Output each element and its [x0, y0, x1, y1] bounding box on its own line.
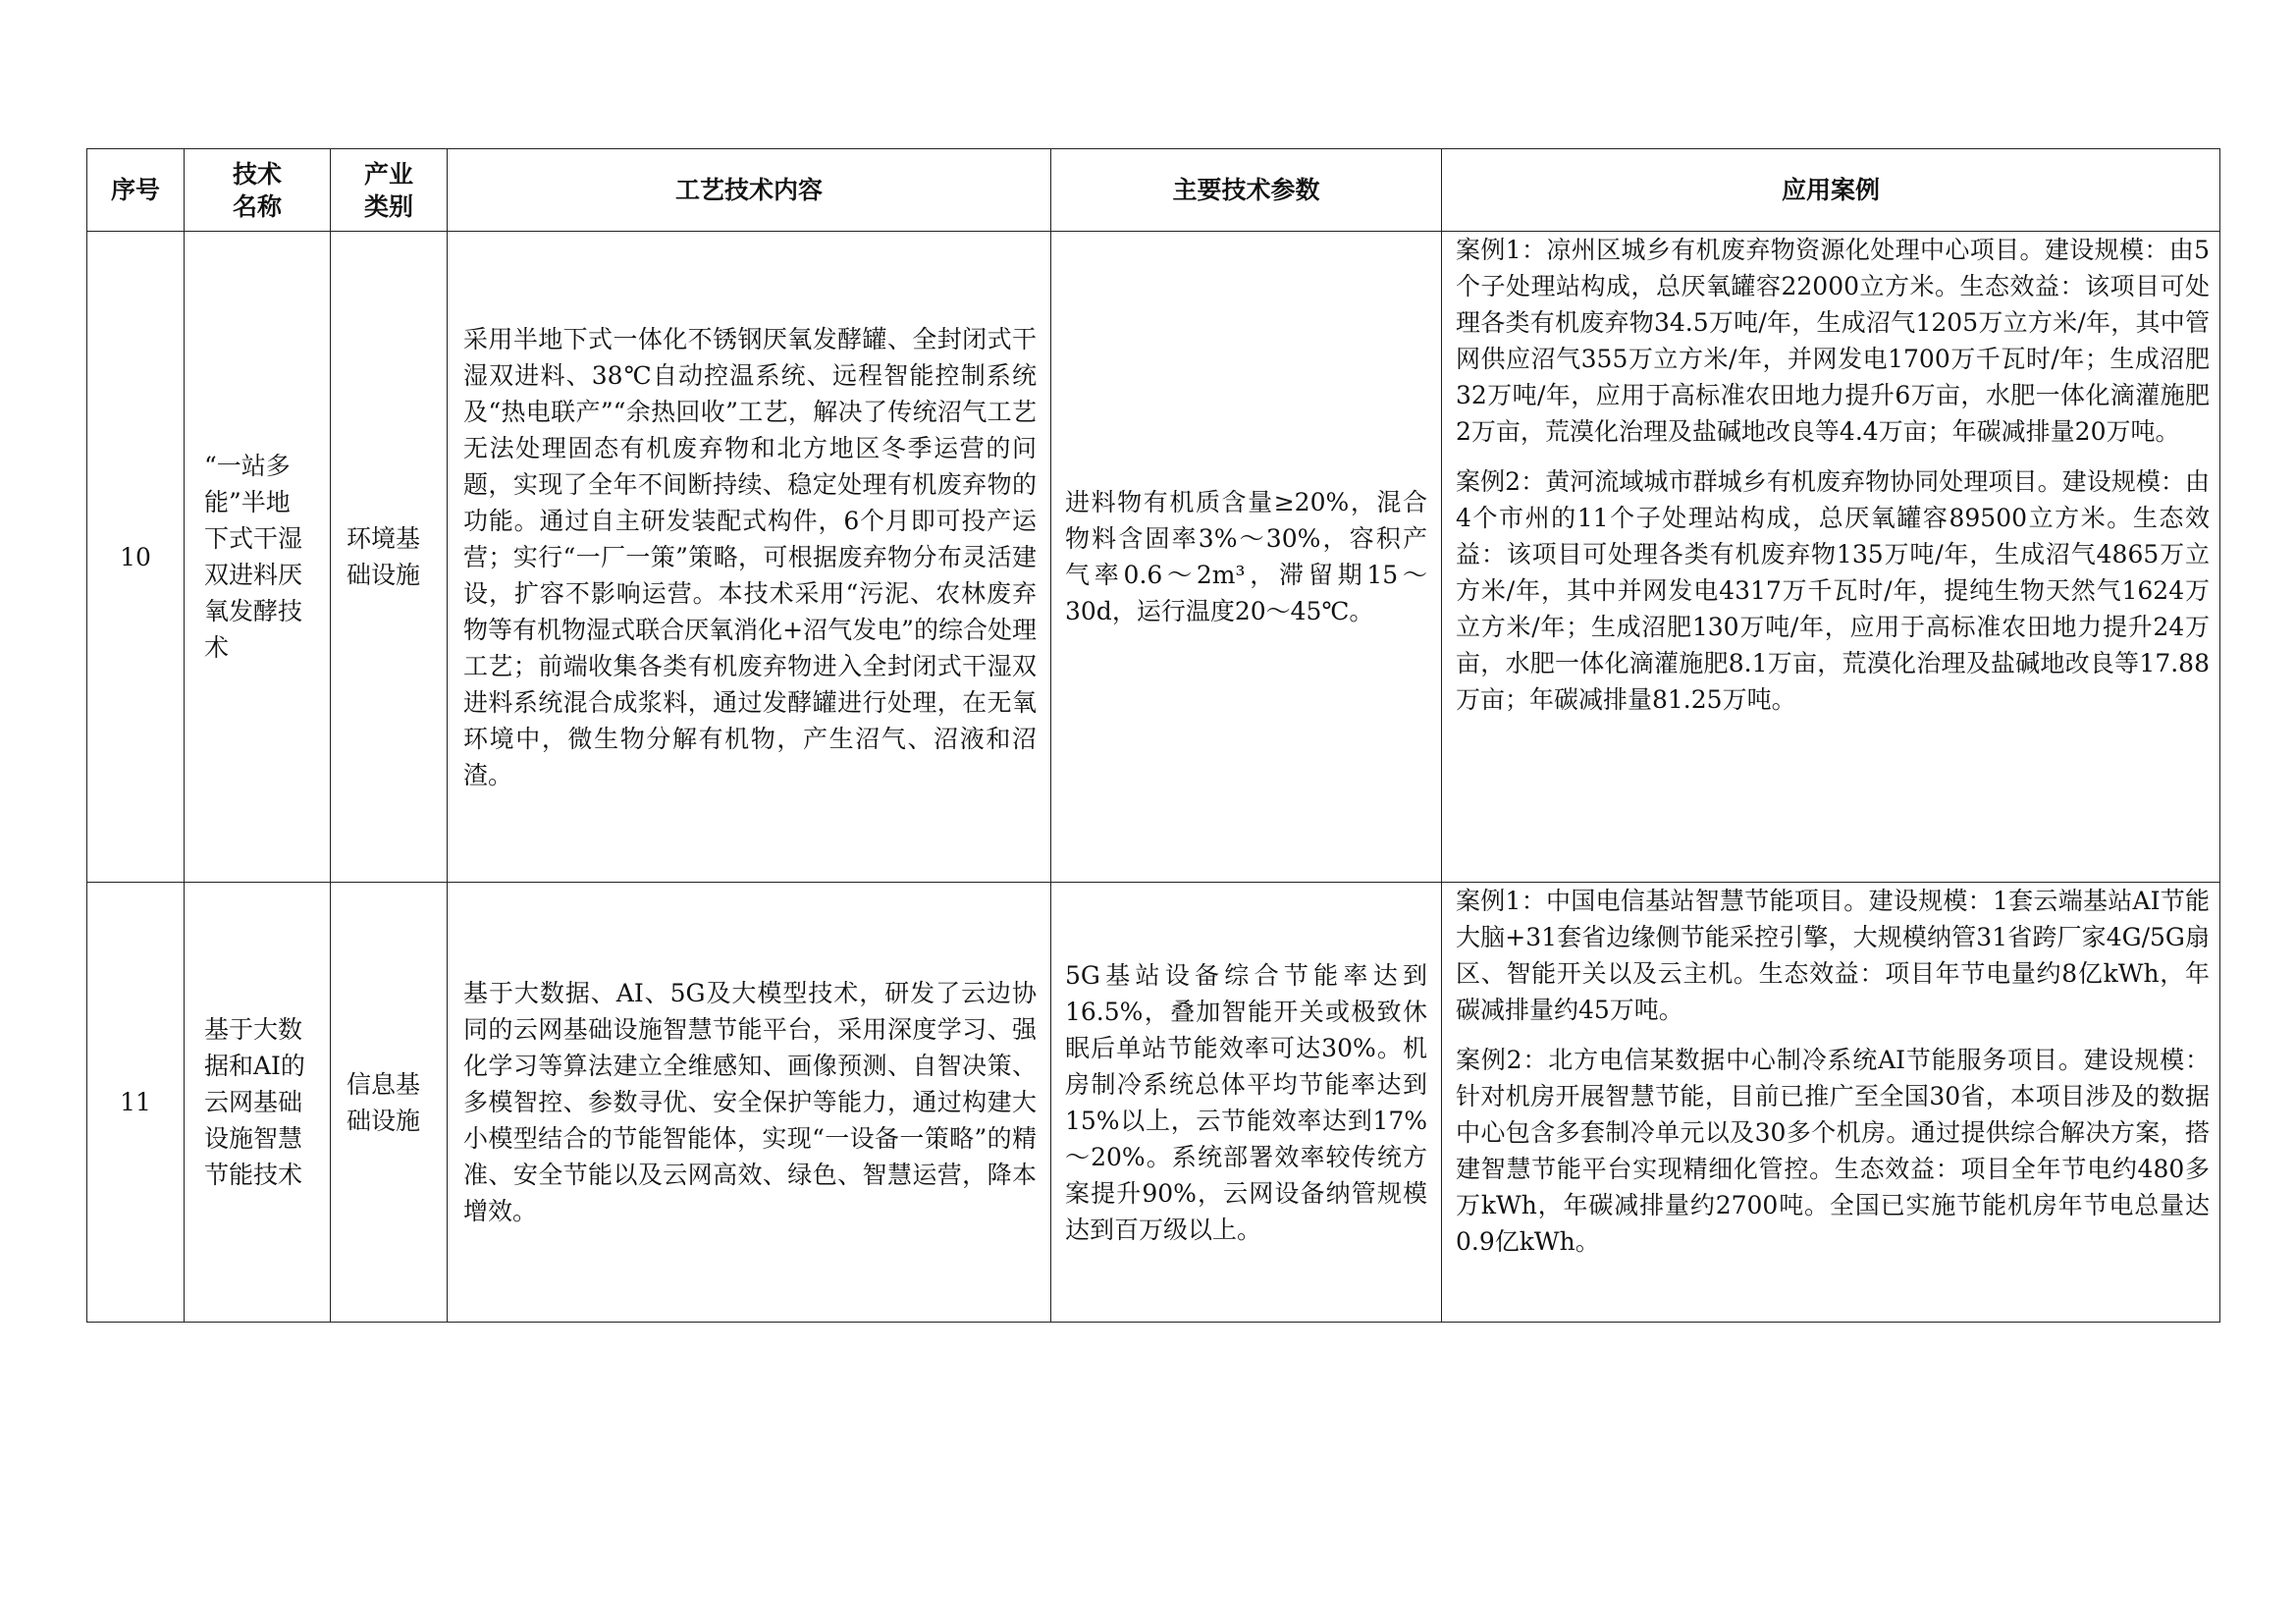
header-main-params: 主要技术参数	[1051, 149, 1442, 232]
row-number: 10	[87, 232, 185, 883]
table-row	[87, 232, 2220, 883]
row-number: 11	[87, 883, 185, 1323]
table-row	[87, 883, 2220, 1323]
application-cases	[1442, 883, 2220, 1323]
case-item: 案例1：凉州区城乡有机废弃物资源化处理中心项目。建设规模：由5个子处理站构成，总厌氧罐容22000立方米。生态效益：该项目可处理各类有机废弃物34.5万吨/年，生成沼气1205万立方米/年，其中管网供应沼气355万立方米/年，并网发电1700万千瓦时/年；生成沼肥32万吨/年，应用于高标准农田地力提升6万亩，水肥一体化滴灌施肥2万亩，荒漠化治理及盐碱地改良等4.4万亩；年碳减排量20万吨。	[1456, 236, 2210, 446]
process-content: 基于大数据、AI、5G及大模型技术，研发了云边协同的云网基础设施智慧节能平台，采用深度学习、强化学习等算法建立全维感知、画像预测、自智决策、多模智控、参数寻优、安全保护等能力，通过构建大小模型结合的节能智能体，实现“一设备一策略”的精准、安全节能以及云网高效、绿色、智慧运营，降本增效。	[448, 883, 1051, 1323]
table-header-row	[87, 149, 2220, 232]
case-item: 案例2：北方电信某数据中心制冷系统AI节能服务项目。建设规模：针对机房开展智慧节能，目前已推广至全国30省，本项目涉及的数据中心包含多套制冷单元以及30多个机房。通过提供综合解决方案，搭建智慧节能平台实现精细化管控。生态效益：项目全年节电约480多万kWh，年碳减排量约2700吨。全国已实施节能机房年节电总量达0.9亿kWh。	[1456, 1046, 2210, 1256]
header-num: 序号	[87, 149, 185, 232]
technology-table	[86, 148, 2220, 1323]
application-cases	[1442, 232, 2220, 883]
industry-category: 信息基础设施	[331, 883, 448, 1323]
tech-name: “一站多能”半地下式干湿双进料厌氧发酵技术	[185, 232, 331, 883]
header-process-content: 工艺技术内容	[448, 149, 1051, 232]
process-content: 采用半地下式一体化不锈钢厌氧发酵罐、全封闭式干湿双进料、38℃自动控温系统、远程智能控制系统及“热电联产”“余热回收”工艺，解决了传统沼气工艺无法处理固态有机废弃物和北方地区冬季运营的问题，实现了全年不间断持续、稳定处理有机废弃物的功能。通过自主研发装配式构件，6个月即可投产运营；实行“一厂一策”策略，可根据废弃物分布灵活建设，扩容不影响运营。本技术采用“污泥、农林废弃物等有机物湿式联合厌氧消化+沼气发电”的综合处理工艺；前端收集各类有机废弃物进入全封闭式干湿双进料系统混合成浆料，通过发酵罐进行处理，在无氧环境中，微生物分解有机物，产生沼气、沼液和沼渣。	[448, 232, 1051, 883]
header-tech-name: 技术名称	[185, 149, 331, 232]
main-params: 5G基站设备综合节能率达到16.5%，叠加智能开关或极致休眠后单站节能效率可达30%。机房制冷系统总体平均节能率达到15%以上，云节能效率达到17%～20%。系统部署效率较传统方案提升90%，云网设备纳管规模达到百万级以上。	[1051, 883, 1442, 1323]
case-item: 案例2：黄河流域城市群城乡有机废弃物协同处理项目。建设规模：由4个市州的11个子处理站构成，总厌氧罐容89500立方米。生态效益：该项目可处理各类有机废弃物135万吨/年，生成沼气4865万立方米/年，其中并网发电4317万千瓦时/年，提纯生物天然气1624万立方米/年；生成沼肥130万吨/年，应用于高标准农田地力提升24万亩，水肥一体化滴灌施肥8.1万亩，荒漠化治理及盐碱地改良等17.88万亩；年碳减排量81.25万吨。	[1456, 467, 2210, 714]
header-application-cases: 应用案例	[1442, 149, 2220, 232]
industry-category: 环境基础设施	[331, 232, 448, 883]
tech-name: 基于大数据和AI的云网基础设施智慧节能技术	[185, 883, 331, 1323]
case-item: 案例1：中国电信基站智慧节能项目。建设规模：1套云端基站AI节能大脑+31套省边缘侧节能采控引擎，大规模纳管31省跨厂家4G/5G扇区、智能开关以及云主机。生态效益：项目年节电量约8亿kWh，年碳减排量约45万吨。	[1456, 887, 2210, 1024]
main-params: 进料物有机质含量≥20%，混合物料含固率3%～30%，容积产气率0.6～2m³，滞留期15～30d，运行温度20～45℃。	[1051, 232, 1442, 883]
header-industry-category: 产业类别	[331, 149, 448, 232]
